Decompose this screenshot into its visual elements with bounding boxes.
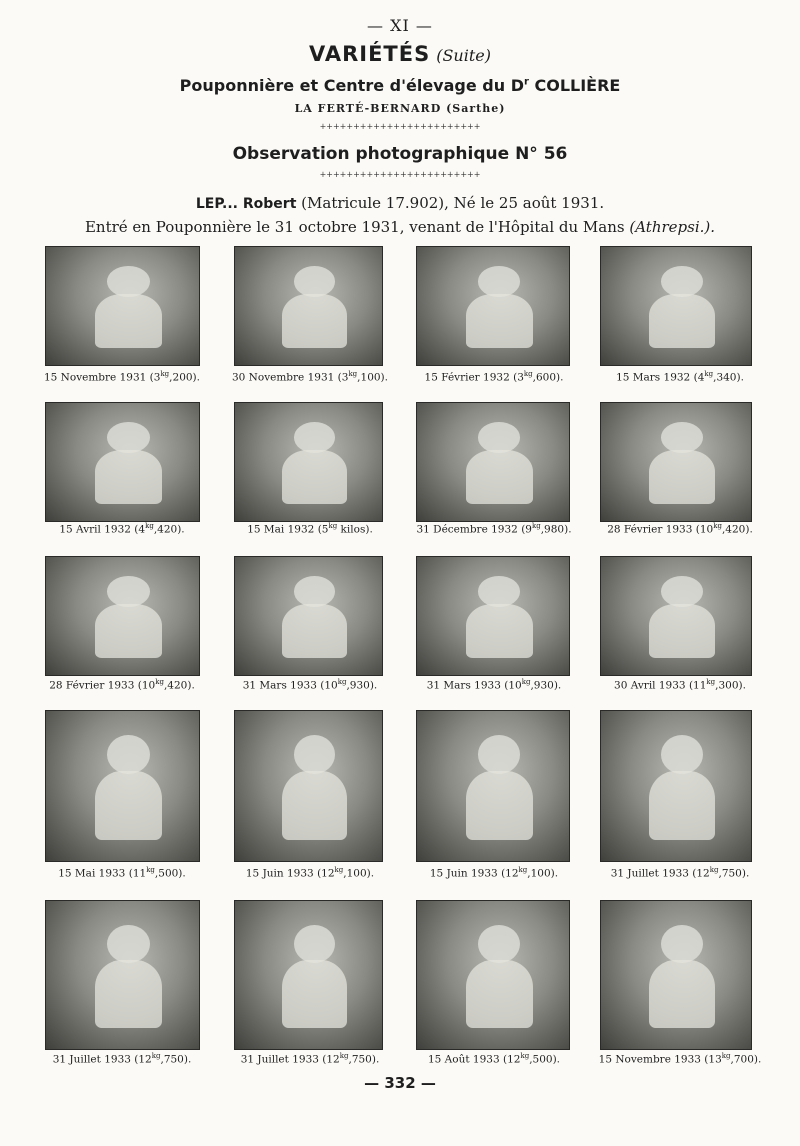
caption-weight: 13 [708,1053,722,1066]
patient-info: (Matricule 17.902), Né le 25 août 1931. [296,194,605,212]
photo-caption: 15 Novembre 1931 $(3^{kg},200)$. [43,370,200,384]
photo-caption: 31 Juillet 1933 $(12^{kg},750)$. [240,1052,380,1066]
caption-grams: kilos). [337,523,373,536]
caption-kg: kg [531,522,541,530]
caption-kg: kg [348,370,358,378]
photo-8 [600,402,752,522]
child-figure-head [294,576,335,607]
photo-caption: 15 Août 1933 $(12^{kg},500)$. [427,1052,561,1066]
caption-grams: ,100). [357,371,388,384]
photo-18 [234,900,383,1050]
photo-caption: 30 Novembre 1931 $(3^{kg},100)$. [231,370,388,384]
child-figure-head [107,576,150,607]
caption-weight: 10 [508,679,522,692]
child-figure-body [649,960,715,1028]
photo-11 [416,556,570,676]
caption-kg: kg [706,678,716,686]
caption-grams: ,930). [530,679,562,692]
child-figure-head [107,266,150,297]
caption-grams: ,100). [527,867,559,880]
caption-kg: kg [518,866,528,874]
photo-caption: 15 Avril 1932 $(4^{kg},420)$. [59,522,185,536]
photo-caption: 31 Mars 1933 $(10^{kg},930)$. [426,678,562,692]
caption-kg: kg [334,866,344,874]
photo-caption: 15 Juin 1933 $(12^{kg},100)$. [429,866,559,880]
child-figure-head [661,925,703,963]
caption-kg: kg [151,1052,161,1060]
child-figure-head [661,576,703,607]
photo-6 [234,402,383,522]
caption-date: 31 Mars 1933 [242,679,317,692]
child-figure-body [466,450,533,504]
caption-kg: kg [146,866,155,874]
child-figure-body [466,604,533,658]
photo-caption: 31 Juillet 1933 $(12^{kg},750)$. [610,866,750,880]
photo-2 [234,246,383,366]
photo-19 [416,900,570,1050]
caption-weight: 9 [525,523,532,536]
entry-text: Entré en Pouponnière le 31 octobre 1931, venant de l'Hôpital du Mans [84,218,625,236]
ornament-divider: ++++++++++++++++++++++++ [319,122,481,131]
caption-grams: ,930). [346,679,378,692]
patient-line [0,194,800,212]
caption-date: 28 Février 1933 [607,523,693,536]
caption-weight: 12 [326,1053,340,1066]
child-figure-body [95,604,162,658]
caption-grams: ,300). [715,679,746,692]
entry-cause: (Athrepsi.). [629,218,716,236]
caption-weight: 12 [507,1053,521,1066]
caption-weight: 12 [138,1053,152,1066]
child-figure-head [107,422,150,453]
photo-caption: 15 Mai 1933 $(11^{kg},500)$. [58,866,186,880]
caption-date: 15 Mars 1932 [616,371,691,384]
caption-kg: kg [704,370,714,378]
caption-date: 15 Mai 1933 [58,867,126,880]
photo-caption: 31 Décembre 1932 $(9^{kg},980)$. [416,522,572,536]
caption-date: 31 Mars 1933 [426,679,501,692]
child-figure-body [95,450,162,504]
patient-name: LEP... Robert [195,196,297,212]
caption-date: 31 Juillet 1933 [240,1053,319,1066]
photo-15 [416,710,570,862]
entry-line [0,218,800,236]
caption-grams: ,340). [713,371,744,384]
child-figure-body [282,771,347,840]
section-title [0,42,800,66]
caption-date: 15 Mai 1932 [247,523,315,536]
caption-kg: kg [709,866,719,874]
child-figure-head [661,735,703,774]
photo-caption: 15 Novembre 1933 $(13^{kg},700)$. [598,1052,762,1066]
caption-date: 15 Novembre 1931 [43,371,147,384]
caption-weight: 12 [505,867,519,880]
photo-16 [600,710,752,862]
caption-kg: kg [339,1052,349,1060]
caption-kg: kg [328,522,338,530]
photo-caption: 28 Février 1933 $(10^{kg},420)$. [607,522,753,536]
child-figure-head [661,266,703,297]
child-figure-head [294,422,335,453]
caption-weight: 5 [321,523,329,536]
page-number: — 332 — [364,1074,436,1092]
title-suffix: (Suite) [436,46,491,65]
caption-date: 31 Juillet 1933 [610,867,689,880]
photo-14 [234,710,383,862]
child-figure-body [282,450,347,504]
caption-date: 15 Février 1932 [424,371,510,384]
caption-kg: kg [523,370,533,378]
caption-weight: 4 [138,523,146,536]
child-figure-body [282,960,347,1028]
child-figure-body [649,450,715,504]
caption-date: 31 Juillet 1933 [52,1053,131,1066]
caption-grams: ,700). [730,1053,762,1066]
photo-9 [45,556,200,676]
child-figure-head [661,422,703,453]
child-figure-head [478,925,521,963]
photo-7 [416,402,570,522]
caption-weight: 4 [697,371,705,384]
caption-date: 15 Juin 1933 [429,867,498,880]
caption-weight: 10 [324,679,338,692]
institution-title [0,76,800,95]
caption-date: 30 Avril 1933 [614,679,686,692]
caption-grams: ,750). [718,867,750,880]
photo-5 [45,402,200,522]
child-figure-head [478,266,521,297]
institution-sup: r [523,76,529,88]
child-figure-body [282,294,347,348]
ornament-divider-2: ++++++++++++++++++++++++ [319,170,481,179]
child-figure-body [95,771,162,840]
caption-grams: ,750). [160,1053,192,1066]
title-text: VARIÉTÉS [309,42,431,66]
caption-date: 15 Juin 1933 [245,867,314,880]
child-figure-head [294,925,335,963]
child-figure-body [95,960,162,1028]
child-figure-head [478,422,521,453]
child-figure-head [107,925,150,963]
photo-10 [234,556,383,676]
caption-grams: ,420). [153,523,185,536]
child-figure-body [649,604,715,658]
caption-date: 31 Décembre 1932 [416,523,518,536]
caption-kg: kg [160,370,170,378]
child-figure-body [649,771,715,840]
institution-name: Pouponnière et Centre d'élevage du D [179,76,524,95]
photo-caption: 30 Avril 1933 $(11^{kg},300)$. [614,678,746,692]
child-figure-head [107,735,150,774]
caption-grams: ,750). [348,1053,380,1066]
observation-title: Observation photographique N° 56 [232,144,568,164]
child-figure-head [294,735,335,774]
caption-grams: ,420). [721,523,753,536]
caption-kg: kg [721,1052,731,1060]
photo-20 [600,900,752,1050]
caption-weight: 12 [696,867,710,880]
caption-weight: 3 [517,371,524,384]
caption-grams: ,500). [529,1053,561,1066]
photo-caption: 15 Juin 1933 $(12^{kg},100)$. [245,866,375,880]
photo-caption: 31 Mars 1933 $(10^{kg},930)$. [242,678,378,692]
photo-12 [600,556,752,676]
caption-date: 30 Novembre 1931 [231,371,335,384]
caption-kg: kg [520,1052,530,1060]
caption-date: 28 Février 1933 [49,679,135,692]
child-figure-head [478,576,521,607]
child-figure-head [294,266,335,297]
photo-caption: 15 Février 1932 $(3^{kg},600)$. [424,370,564,384]
photo-17 [45,900,200,1050]
child-figure-head [478,735,521,774]
caption-date: 15 Août 1933 [427,1053,500,1066]
caption-grams: ,500). [154,867,186,880]
child-figure-body [649,294,715,348]
caption-grams: ,200). [169,371,200,384]
caption-weight: 3 [341,371,349,384]
caption-kg: kg [155,678,164,686]
photo-caption: 31 Juillet 1933 $(12^{kg},750)$. [52,1052,192,1066]
photo-3 [416,246,570,366]
caption-kg: kg [145,522,154,530]
caption-weight: 12 [321,867,335,880]
caption-weight: 11 [132,867,147,880]
caption-weight: 10 [141,679,156,692]
caption-kg: kg [713,522,722,530]
photo-4 [600,246,752,366]
caption-date: 15 Novembre 1933 [598,1053,701,1066]
caption-grams: ,100). [343,867,375,880]
location: LA FERTÉ-BERNARD (Sarthe) [294,102,506,115]
photo-caption: 28 Février 1933 $(10^{kg},420)$. [49,678,195,692]
child-figure-body [282,604,347,658]
caption-weight: 3 [153,371,161,384]
caption-weight: 10 [699,523,714,536]
caption-grams: ,980). [540,523,572,536]
caption-date: 15 Avril 1932 [59,523,131,536]
caption-weight: 11 [693,679,707,692]
child-figure-body [95,294,162,348]
photo-13 [45,710,200,862]
child-figure-body [466,771,533,840]
photo-caption: 15 Mars 1932 $(4^{kg},340)$. [616,370,744,384]
child-figure-body [466,960,533,1028]
caption-grams: ,600). [532,371,564,384]
caption-kg: kg [337,678,347,686]
caption-grams: ,420). [163,679,195,692]
page-numeral: — XI — [367,16,433,35]
photo-1 [45,246,200,366]
child-figure-body [466,294,533,348]
institution-director: COLLIÈRE [528,76,621,95]
caption-kg: kg [521,678,531,686]
photo-caption: 15 Mai 1932 ($5^{kg}$ kilos). [247,522,373,536]
